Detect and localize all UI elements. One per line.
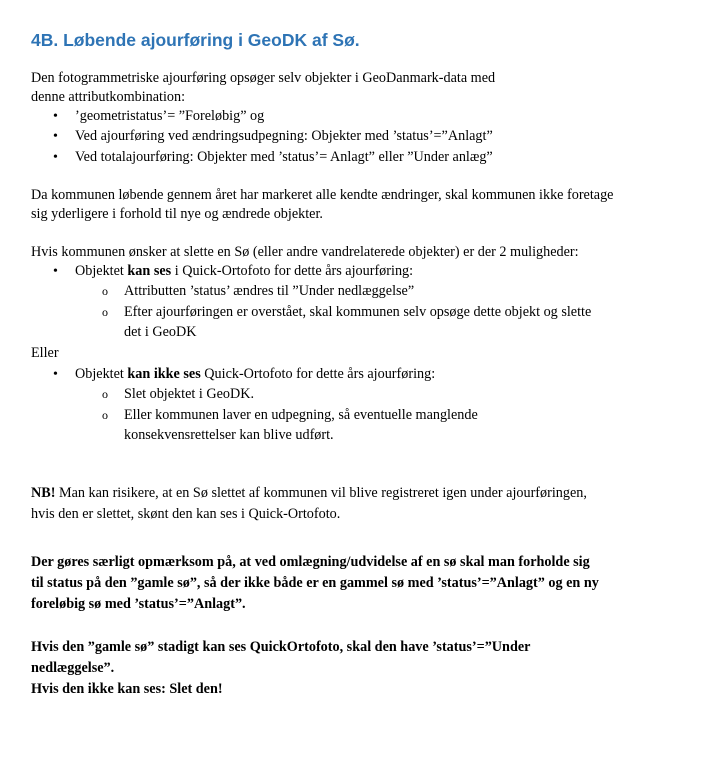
final-line-1: Hvis den ”gamle sø” stadigt kan ses QuickOrtofoto, skal den have ’status’=”Under — [31, 639, 531, 655]
paragraph-2-line-1: Da kommunen løbende gennem året har markeret alle kendte ændringer, skal kommunen ikke foretage — [31, 187, 614, 203]
option-1-post: i Quick-Ortofoto for dette års ajourføring: — [171, 263, 414, 279]
option-2 — [75, 365, 435, 384]
option-1-pre: Objektet — [75, 263, 128, 279]
bullet-marker: • — [53, 367, 58, 382]
option-2-sub-2-line-2: konsekvensrettelser kan blive udført. — [124, 427, 334, 443]
intro-line-2: denne attributkombination: — [31, 89, 186, 105]
option-1-sub-2-line-2: det i GeoDK — [124, 324, 197, 340]
final-line-2: nedlæggelse”. — [31, 660, 115, 676]
criteria-item-1: ’geometristatus’= ”Foreløbig” og — [75, 108, 265, 124]
eller-label: Eller — [31, 345, 59, 361]
sub-bullet-marker: o — [102, 284, 108, 298]
bullet-marker: • — [53, 150, 58, 165]
option-2-pre: Objektet — [75, 366, 128, 382]
bullet-marker: • — [53, 109, 58, 124]
paragraph-3: Hvis kommunen ønsker at slette en Sø (eller andre vandrelaterede objekter) er der 2 muligheder: — [31, 244, 579, 260]
sub-bullet-marker: o — [102, 305, 108, 319]
nb-line-2: hvis den er slettet, skønt den kan ses i Quick-Ortofoto. — [31, 506, 341, 522]
option-2-post: Quick-Ortofoto for dette års ajourføring: — [200, 366, 436, 382]
intro-line-1: Den fotogrammetriske ajourføring opsøger selv objekter i GeoDanmark-data med — [31, 70, 496, 86]
criteria-item-2: Ved ajourføring ved ændringsudpegning: Objekter med ’status’=”Anlagt” — [75, 128, 493, 144]
option-2-sub-2-line-1: Eller kommunen laver en udpegning, så eventuelle manglende — [124, 407, 478, 423]
nb-text-1: Man kan risikere, at en Sø slettet af kommunen vil blive registreret igen under ajourføringen, — [55, 485, 587, 501]
notice-line-2: til status på den ”gamle sø”, så der ikke både er en gammel sø med ’status’=”Anlagt” og en ny — [31, 575, 599, 591]
option-1-sub-1: Attributten ’status’ ændres til ”Under nedlæggelse” — [124, 283, 415, 299]
option-1 — [75, 262, 413, 281]
option-2-bold: kan ikke ses — [127, 366, 201, 382]
option-1-sub-2-line-1: Efter ajourføringen er overstået, skal kommunen selv opsøge dette objekt og slette — [124, 304, 592, 320]
bullet-marker: • — [53, 264, 58, 279]
option-2-sub-1: Slet objektet i GeoDK. — [124, 386, 255, 402]
notice-line-1: Der gøres særligt opmærksom på, at ved omlægning/udvidelse af en sø skal man forholde sig — [31, 554, 590, 570]
paragraph-2-line-2: sig yderligere i forhold til nye og ændrede objekter. — [31, 206, 323, 222]
final-line-3: Hvis den ikke kan ses: Slet den! — [31, 681, 223, 697]
nb-label: NB! — [31, 485, 56, 501]
bullet-marker: • — [53, 129, 58, 144]
nb-line-1 — [31, 484, 587, 503]
criteria-item-3: Ved totalajourføring: Objekter med ’status’= Anlagt” eller ”Under anlæg” — [75, 149, 493, 165]
sub-bullet-marker: o — [102, 387, 108, 401]
option-1-bold: kan ses — [127, 263, 172, 279]
notice-line-3: foreløbig sø med ’status’=”Anlagt”. — [31, 596, 246, 612]
section-heading: 4B. Løbende ajourføring i GeoDK af Sø. — [31, 30, 360, 50]
sub-bullet-marker: o — [102, 408, 108, 422]
